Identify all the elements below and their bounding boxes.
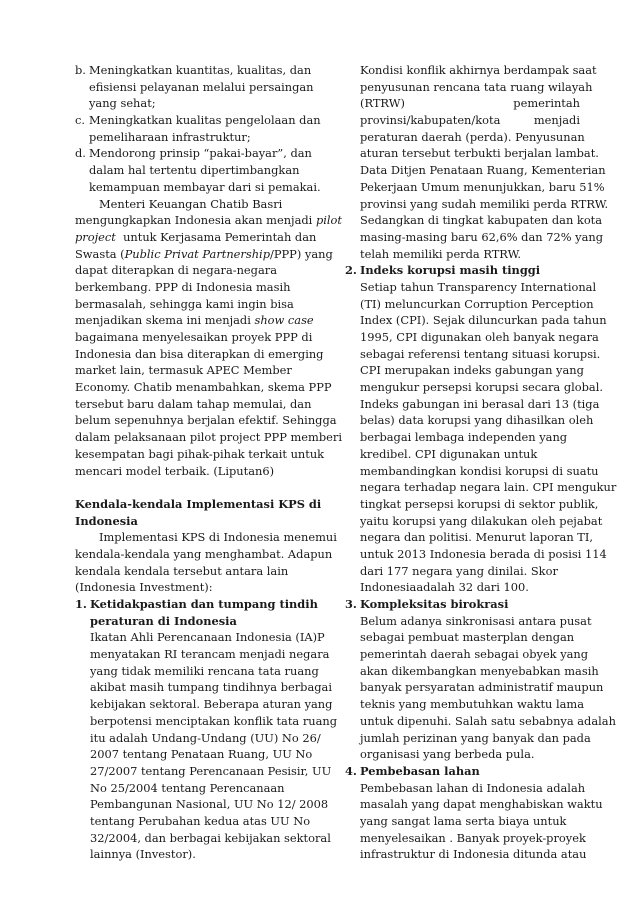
item-title: Kompleksitas birokrasi [360, 597, 509, 611]
item-line: itu adalah Undang-Undang (UU) No 26/ [90, 730, 321, 745]
item-line: tingkat persepsi korupsi di sektor publik, [360, 496, 599, 511]
paragraph-line: belum sepenuhnya berjalan efektif. Sehingga [75, 413, 337, 428]
item-line: aturan tersebut terbukti berjalan lambat. [360, 146, 599, 161]
item-line: berpotensi menciptakan konflik tata ruang [90, 713, 338, 728]
item-line: organisasi yang berbeda pula. [360, 747, 535, 762]
item-line: kredibel. CPI digunakan untuk [360, 446, 538, 461]
item-line: CPI merupakan indeks gabungan yang [360, 363, 584, 378]
paragraph-line: kendala-kendala yang menghambat. Adapun [75, 546, 333, 561]
paragraph-line: dalam pelaksanaan pilot project PPP memberi [75, 430, 342, 445]
item-line: masalah yang dapat menghabiskan waktu [360, 797, 603, 812]
paragraph-line: kendala kendala tersebut antara lain [75, 563, 289, 578]
item-title: peraturan di Indonesia [90, 613, 237, 628]
item-line: sebagai referensi tentang situasi korupsi. [360, 346, 601, 361]
list-item-c [75, 112, 321, 129]
item-line: Pembangunan Nasional, UU No 12/ 2008 [90, 797, 329, 812]
paragraph-line: project untuk Kerjasama Pemerintah dan [75, 229, 317, 244]
list-marker-c: c. [75, 113, 86, 128]
provinsi-label: provinsi/kabupaten/kota [360, 113, 501, 128]
item-line: masing-masing baru 62,6% dan 72% yang [360, 229, 604, 244]
paragraph-line: bagaimana menyelesaikan proyek PPP di [75, 330, 313, 344]
item-line: penyusunan rencana tata ruang wilayah [360, 79, 593, 94]
item-title: Ketidakpastian dan tumpang tindih [90, 597, 318, 611]
item-line: (TI) meluncurkan Corruption Perception [360, 296, 594, 311]
item-line: tentang Perubahan kedua atas UU No [90, 813, 311, 828]
section-heading: Kendala-kendala Implementasi KPS di [75, 496, 322, 511]
item-marker-3: 3. [345, 597, 357, 611]
item-line: 27/2007 tentang Perencanaan Pesisir, UU [90, 763, 332, 778]
list-item-d-line: kemampuan membayar dari si pemakai. [89, 179, 321, 194]
paragraph-line: mencari model terbaik. (Liputan6) [75, 463, 275, 478]
numbered-item-2 [345, 262, 580, 279]
paragraph-line: menjadikan skema ini menjadi show case [75, 313, 314, 328]
list-item-b-line: efisiensi pelayanan melalui persaingan [89, 79, 314, 94]
list-item-c-line: Meningkatkan kualitas pengelolaan dan [89, 113, 321, 128]
list-item-b [75, 62, 315, 79]
item-line: 2007 tentang Penataan Ruang, UU No [90, 747, 313, 762]
item-marker-2: 2. [345, 263, 357, 278]
paragraph-line: dapat diterapkan di negara-negara [75, 263, 277, 278]
item-line: banyak persyaratan administratif maupun [360, 680, 604, 695]
item-line: Ikatan Ahli Perencanaan Indonesia (IA)P [90, 630, 325, 645]
item-line: lainnya (Investor). [90, 847, 196, 862]
rtrw-label: (RTRW) [360, 96, 405, 111]
item-line: belas) data korupsi yang dihasilkan oleh [360, 413, 594, 428]
item-marker-1: 1. [75, 597, 87, 611]
item-line: peraturan daerah (perda). Penyusunan [360, 129, 585, 144]
paragraph-line: market lain, termasuk APEC Member [75, 363, 292, 378]
item-line: Pembebasan lahan di Indonesia adalah [360, 780, 586, 795]
paragraph-line: bermasalah, sehingga kami ingin bisa [75, 296, 294, 311]
numbered-item-1 [75, 596, 318, 613]
item-title: Pembebasan lahan [360, 763, 480, 778]
paragraph-line: Implementasi KPS di Indonesia menemui [99, 530, 337, 545]
item-line: teknis yang membutuhkan waktu lama [360, 697, 585, 712]
right-column [345, 62, 617, 863]
item-line: akan dikembangkan menyebabkan masih [360, 663, 599, 678]
item-line: yaitu korupsi yang dilakukan oleh pejabat [360, 513, 603, 528]
item-line: menyatakan RI terancam menjadi negara [90, 647, 330, 662]
item-line: yang sangat lama serta biaya untuk [360, 813, 567, 828]
paragraph-line: tersebut baru dalam tahap memulai, dan [75, 396, 312, 411]
item-line: Indonesiaadalah 32 dari 100. [360, 580, 529, 595]
list-item-d-line: dalam hal tertentu dipertimbangkan [89, 163, 300, 178]
item-line: 32/2004, dan berbagai kebijakan sektoral [90, 830, 331, 845]
item-line: Sedangkan di tingkat kabupaten dan kota [360, 213, 603, 228]
numbered-item-4 [345, 763, 580, 780]
item-line: sebagai pembuat masterplan dengan [360, 630, 575, 645]
item-line: jumlah perizinan yang banyak dan pada [360, 730, 591, 745]
item-line: 1995, CPI digunakan oleh banyak negara [360, 330, 599, 344]
item-line: untuk 2013 Indonesia berada di posisi 114 [360, 546, 607, 561]
pemerintah-label: pemerintah [513, 96, 580, 111]
item-line: mengukur persepsi korupsi secara global. [360, 380, 603, 395]
item-line: akibat masih tumpang tindihnya berbagai [90, 680, 332, 695]
item-line [345, 95, 580, 112]
item-marker-4: 4. [345, 763, 357, 778]
item-line: untuk dipenuhi. Salah satu sebabnya adalah [360, 713, 616, 728]
list-item-d-line: Mendorong prinsip “pakai-bayar”, dan [89, 146, 312, 161]
item-line: No 25/2004 tentang Perencanaan [90, 780, 285, 795]
list-item-b-line: yang sehat; [89, 96, 156, 111]
paragraph-line: Menteri Keuangan Chatib Basri [99, 196, 283, 211]
list-marker-d: d. [75, 146, 86, 161]
item-line: yang tidak memiliki rencana tata ruang [90, 663, 319, 678]
item-line: telah memiliki perda RTRW. [360, 246, 521, 261]
item-line: menyelesaikan . Banyak proyek-proyek [360, 830, 586, 845]
item-line: infrastruktur di Indonesia ditunda atau [360, 847, 587, 862]
item-line: Kondisi konflik akhirnya berdampak saat [360, 63, 597, 77]
item-line: negara terhadap negara lain. CPI mengukur [360, 480, 617, 495]
item-line: Belum adanya sinkronisasi antara pusat [360, 613, 592, 628]
left-column [75, 62, 342, 863]
item-line: Pekerjaan Umum menunjukkan, baru 51% [360, 179, 605, 194]
paragraph-line: Swasta (Public Privat Partnership/PPP) yang [75, 246, 333, 261]
paragraph-line: berkembang. PPP di Indonesia masih [75, 279, 291, 294]
numbered-item-3 [345, 596, 580, 613]
paragraph-line: kesempatan bagi pihak-pihak terkait untuk [75, 446, 325, 461]
list-item-d [75, 145, 315, 162]
item-line: Data Ditjen Penataan Ruang, Kementerian [360, 163, 606, 178]
item-title: Indeks korupsi masih tinggi [360, 263, 541, 278]
menjadi-label: menjadi [533, 113, 580, 128]
section-heading: Indonesia [75, 513, 138, 528]
paragraph-line: Economy. Chatib menambahkan, skema PPP [75, 380, 332, 395]
item-line: negara dan politisi. Menurut laporan TI, [360, 530, 593, 545]
spacer [75, 479, 315, 496]
paragraph-line: mengungkapkan Indonesia akan menjadi pilot [75, 213, 342, 228]
item-line: pemerintah daerah sebagai obyek yang [360, 647, 589, 662]
item-line: berbagai lembaga independen yang [360, 430, 568, 445]
list-item-b-line: Meningkatkan kuantitas, kualitas, dan [89, 63, 312, 77]
list-marker-b: b. [75, 63, 86, 77]
item-line [345, 112, 580, 129]
item-line: provinsi yang sudah memiliki perda RTRW. [360, 196, 609, 211]
item-line: membandingkan kondisi korupsi di suatu [360, 463, 599, 478]
paragraph-line: Indonesia dan bisa diterapkan di emerging [75, 346, 324, 361]
item-line: dari 177 negara yang dinilai. Skor [360, 563, 558, 578]
item-line: Setiap tahun Transparency International [360, 279, 597, 294]
item-line: Indeks gabungan ini berasal dari 13 (tiga [360, 396, 600, 411]
item-line: kebijakan sektoral. Beberapa aturan yang [90, 697, 333, 712]
list-item-c-line: pemeliharaan infrastruktur; [89, 129, 251, 144]
item-line: Index (CPI). Sejak diluncurkan pada tahun [360, 313, 607, 328]
paragraph-line: (Indonesia Investment): [75, 580, 213, 595]
